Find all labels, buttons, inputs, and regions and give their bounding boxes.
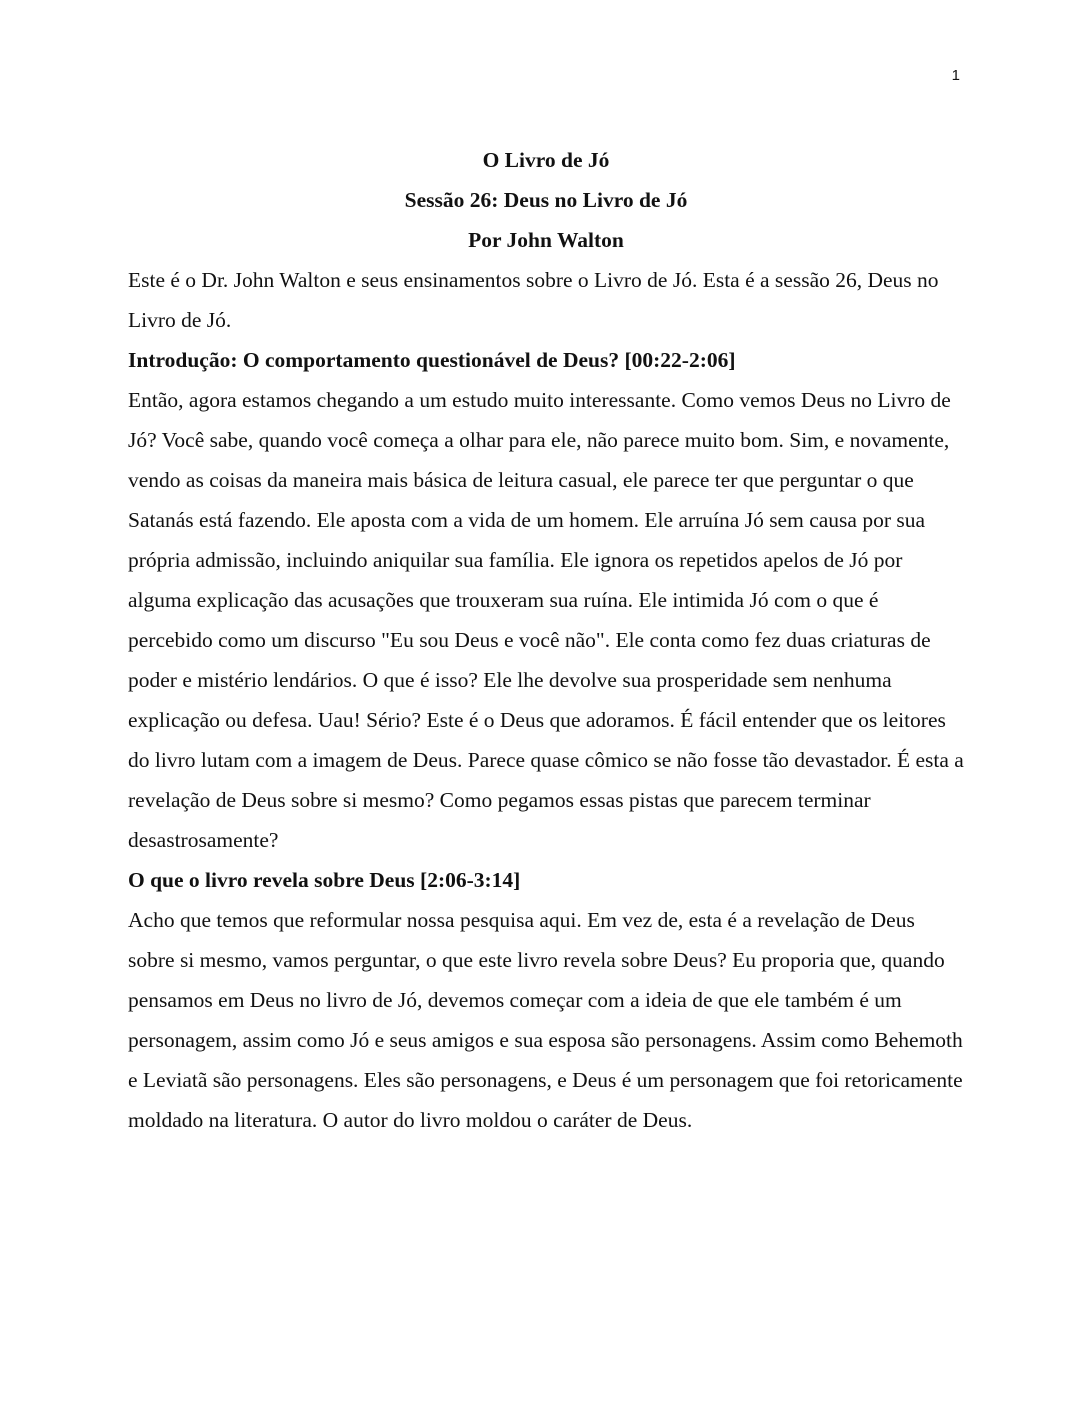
document-title: O Livro de Jó bbox=[482, 148, 610, 172]
section-paragraph-revelation: Acho que temos que reformular nossa pesquisa aqui. Em vez de, esta é a revelação de Deus sobre si mesmo, vamos perguntar, o que este livro revela sobre Deus? Eu proporia que, quando pensamos em Deus no livro de Jó, devemos começar com a ideia de que ele também é um personagem, assim como Jó e seus amigos e sua esposa são personagens. Assim como Behemoth e Leviatã são personagens. Eles são personagens, e Deus é um personagem que foi retoricamente moldado na literatura. O autor do livro moldou o caráter de Deus. bbox=[128, 908, 963, 1132]
author-line: Por John Walton bbox=[468, 228, 624, 252]
intro-paragraph: Este é o Dr. John Walton e seus ensinamentos sobre o Livro de Jó. Esta é a sessão 26, Deus no Livro de Jó. bbox=[128, 268, 939, 332]
section-paragraph-introduction: Então, agora estamos chegando a um estudo muito interessante. Como vemos Deus no Livro de Jó? Você sabe, quando você começa a olhar para ele, não parece muito bom. Sim, e novamente, vendo as coisas da maneira mais básica de leitura casual, ele parece ter que perguntar o que Satanás está fazendo. Ele aposta com a vida de um homem. Ele arruína Jó sem causa por sua própria admissão, incluindo aniquilar sua família. Ele ignora os repetidos apelos de Jó por alguma explicação das acusações que trouxeram sua ruína. Ele intimida Jó com o que é percebido como um discurso "Eu sou Deus e você não". Ele conta como fez duas criaturas de poder e mistério lendários. O que é isso? Ele lhe devolve sua prosperidade sem nenhuma explicação ou defesa. Uau! Sério? Este é o Deus que adoramos. É fácil entender que os leitores do livro lutam com a imagem de Deus. Parece quase cômico se não fosse tão devastador. É esta a revelação de Deus sobre si mesmo? Como pegamos essas pistas que parecem terminar desastrosamente? bbox=[128, 388, 964, 852]
session-title: Sessão 26: Deus no Livro de Jó bbox=[404, 188, 688, 212]
document-body bbox=[128, 140, 964, 1140]
page-number: 1 bbox=[951, 67, 960, 84]
section-heading-introduction: Introdução: O comportamento questionável de Deus? [00:22-2:06] bbox=[128, 348, 736, 372]
section-heading-revelation: O que o livro revela sobre Deus [2:06-3:14] bbox=[128, 868, 521, 892]
